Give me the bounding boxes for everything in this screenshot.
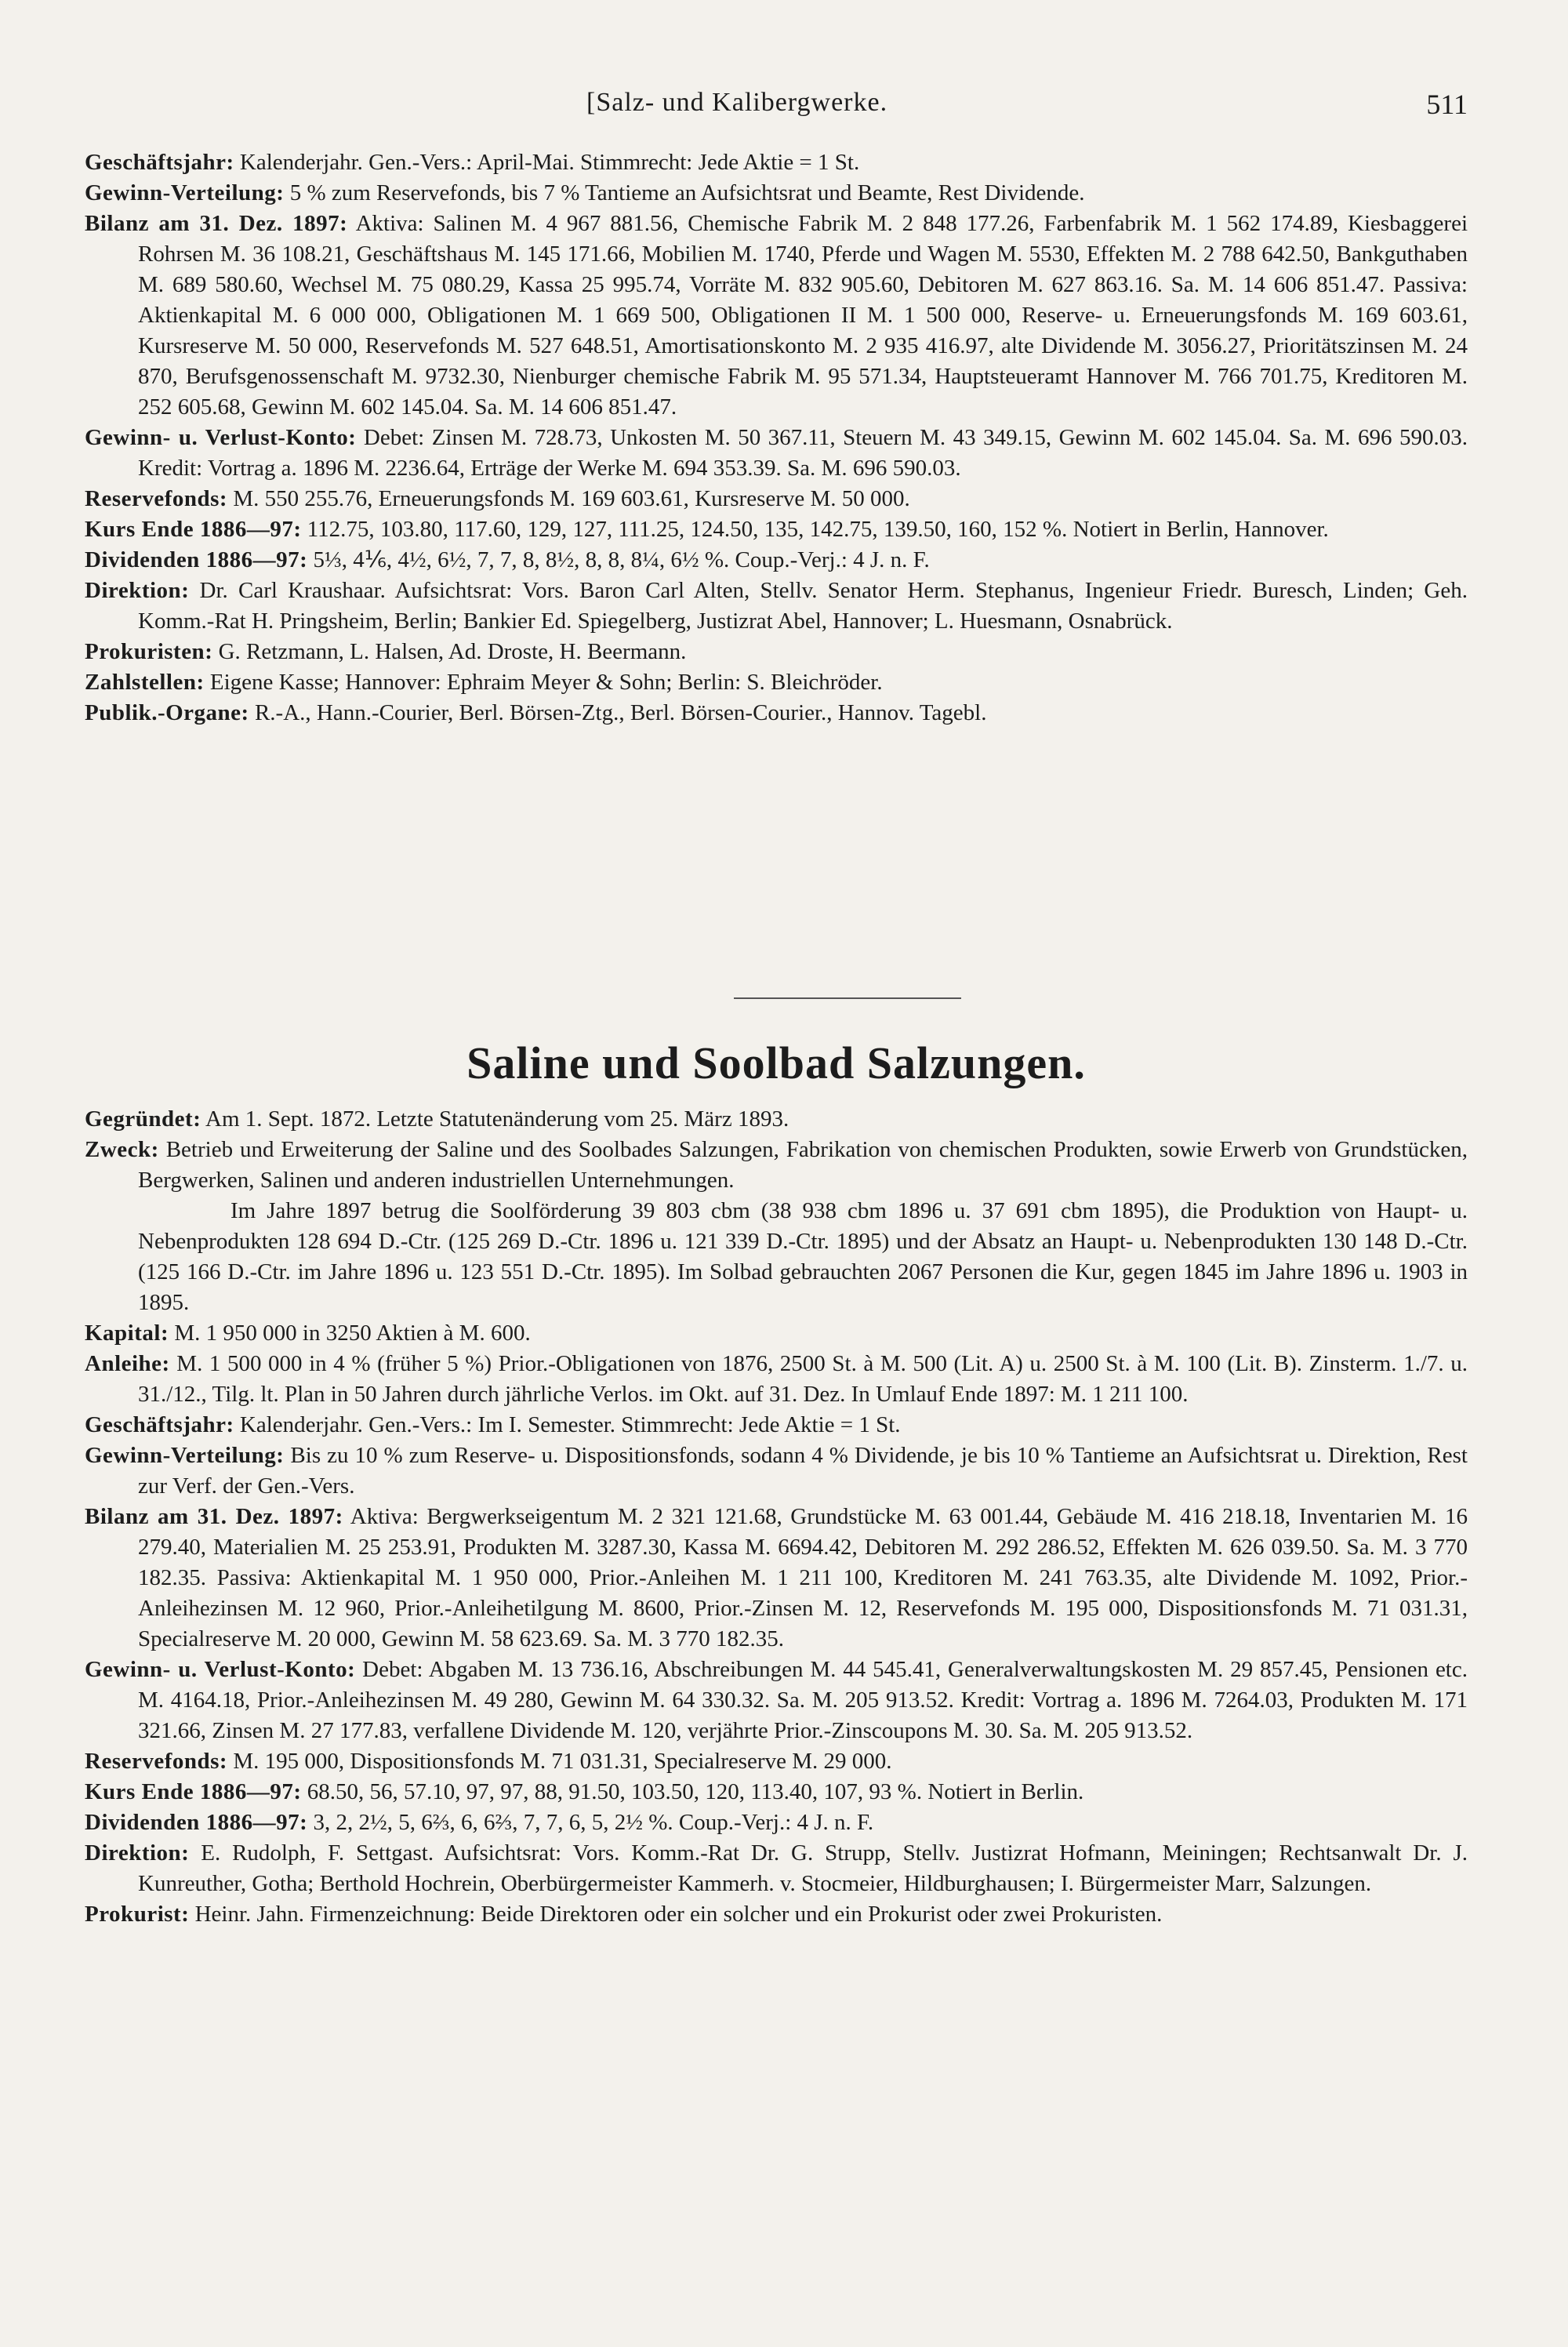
company-entry-previous bbox=[85, 147, 1468, 728]
entry-zahlstellen: Zahlstellen: Eigene Kasse; Hannover: Ephraim Meyer & Sohn; Berlin: S. Bleichröder. bbox=[85, 670, 883, 695]
entry-reservefonds-2: Reservefonds: M. 195 000, Dispositionsfonds M. 71 031.31, Specialreserve M. 29 000. bbox=[85, 1749, 892, 1774]
running-header bbox=[85, 88, 1468, 127]
entry-geschaeftsjahr: Geschäftsjahr: Kalenderjahr. Gen.-Vers.: April-Mai. Stimmrecht: Jede Aktie = 1 St. bbox=[85, 150, 860, 175]
entry-gewinn-verteilung-2: Gewinn-Verteilung: Bis zu 10 % zum Reserve- u. Dispositionsfonds, sodann 4 % Dividende, je bis 10 % Tantieme an Aufsichtsrat u. Direktion, Rest zur Verf. der Gen.-Vers. bbox=[85, 1443, 1468, 1499]
entry-prokuristen: Prokuristen: G. Retzmann, L. Halsen, Ad. Droste, H. Beermann. bbox=[85, 639, 687, 664]
company-title: Saline und Soolbad Salzungen. bbox=[466, 1037, 1086, 1088]
entry-kurs-2: Kurs Ende 1886—97: 68.50, 56, 57.10, 97, 97, 88, 91.50, 103.50, 120, 113.40, 107, 93 %. Notiert in Berlin. bbox=[85, 1779, 1084, 1804]
entry-zweck: Zweck: Betrieb und Erweiterung der Saline und des Soolbades Salzungen, Fabrikation von chemischen Produkten, sowie Erwerb von Grundstücken, Bergwerken, Salinen und anderen industriellen Unternehmungen. bbox=[85, 1137, 1468, 1193]
entry-kurs: Kurs Ende 1886—97: 112.75, 103.80, 117.60, 129, 127, 111.25, 124.50, 135, 142.75, 139.50, 160, 152 %. Notiert in Berlin, Hannover. bbox=[85, 517, 1329, 542]
company-entry-salzungen bbox=[85, 1104, 1468, 1930]
entry-gewinn-verteilung: Gewinn-Verteilung: 5 % zum Reservefonds, bis 7 % Tantieme an Aufsichtsrat und Beamte, Rest Dividende. bbox=[85, 180, 1085, 205]
entry-prokurist: Prokurist: Heinr. Jahn. Firmenzeichnung: Beide Direktoren oder ein solcher und ein Prokurist oder zwei Prokuristen. bbox=[85, 1902, 1163, 1927]
entry-bilanz-2: Bilanz am 31. Dez. 1897: Aktiva: Bergwerkseigentum M. 2 321 121.68, Grundstücke M. 63 001.44, Gebäude M. 416 218.18, Inventarien M. 16 279.40, Materialien M. 25 253.91, Produkten M. 3287.30, Kassa M. 6694.42, Debitoren M. 292 286.52, Effekten M. 626 039.50. Sa. M. 3 770 182.35. Passiva: Aktienkapital M. 1 950 000, Prior.-Anleihen M. 1 211 100, Kreditoren M. 241 763.35, alte Dividende M. 1092, Prior.-Anleihezinsen M. 12 960, Prior.-Anleihetilgung M. 8600, Prior.-Zinsen M. 12, Reservefonds M. 195 000, Dispositionsfonds M. 71 031.31, Specialreserve M. 20 000, Gewinn M. 58 623.69. Sa. M. 3 770 182.35. bbox=[85, 1504, 1468, 1651]
entry-dividenden: Dividenden 1886—97: 5⅓, 4⅙, 4½, 6½, 7, 7, 8, 8½, 8, 8, 8¼, 6½ %. Coup.-Verj.: 4 J. n. F. bbox=[85, 547, 930, 572]
entry-bilanz: Bilanz am 31. Dez. 1897: Aktiva: Salinen M. 4 967 881.56, Chemische Fabrik M. 2 848 177.26, Farbenfabrik M. 1 562 174.89, Kiesbaggerei Rohrsen M. 36 108.21, Geschäftshaus M. 145 171.66, Mobilien M. 1740, Pferde und Wagen M. 5530, Effekten M. 2 788 642.50, Bankguthaben M. 689 580.60, Wechsel M. 75 080.29, Kassa 25 995.74, Vorräte M. 832 905.60, Debitoren M. 627 863.16. Sa. M. 14 606 851.47. Passiva: Aktienkapital M. 6 000 000, Obligationen M. 1 669 500, Obligationen II M. 1 500 000, Reserve- u. Erneuerungsfonds M. 169 603.61, Kursreserve M. 50 000, Reservefonds M. 527 648.51, Amortisationskonto M. 2 935 416.97, alte Dividende M. 3056.27, Prioritätszinsen M. 24 870, Berufsgenossenschaft M. 9732.30, Nienburger chemische Fabrik M. 95 571.34, Hauptsteueramt Hannover M. 766 701.75, Kreditoren M. 252 605.68, Gewinn M. 602 145.04. Sa. M. 14 606 851.47. bbox=[85, 211, 1468, 420]
section-divider bbox=[734, 997, 961, 999]
entry-direktion-2: Direktion: E. Rudolph, F. Settgast. Aufsichtsrat: Vors. Komm.-Rat Dr. G. Strupp, Stellv. Justizrat Hofmann, Meiningen; Rechtsanwalt Dr. J. Kunreuther, Gotha; Berthold Hochrein, Oberbürgermeister Kammerh. v. Stocmeier, Hildburghausen; I. Bürgermeister Marr, Salzungen. bbox=[85, 1840, 1468, 1896]
entry-gegruendet: Gegründet: Am 1. Sept. 1872. Letzte Statutenänderung vom 25. März 1893. bbox=[85, 1106, 789, 1132]
entry-reservefonds: Reservefonds: M. 550 255.76, Erneuerungsfonds M. 169 603.61, Kursreserve M. 50 000. bbox=[85, 486, 910, 511]
entry-publik-organe: Publik.-Organe: R.-A., Hann.-Courier, Berl. Börsen-Ztg., Berl. Börsen-Courier., Hannov. Tagebl. bbox=[85, 700, 987, 725]
running-title: [Salz- und Kalibergwerke. bbox=[586, 88, 888, 117]
entry-gewinn-verlust-konto-2: Gewinn- u. Verlust-Konto: Debet: Abgaben M. 13 736.16, Abschreibungen M. 44 545.41, Generalverwaltungskosten M. 29 857.45, Pensionen etc. M. 4164.18, Prior.-Anleihezinsen M. 49 280, Gewinn M. 64 330.32. Sa. M. 205 913.52. Kredit: Vortrag a. 1896 M. 7264.03, Produkten M. 171 321.66, Zinsen M. 27 177.83, verfallene Dividende M. 120, verjährte Prior.-Zinscoupons M. 30. Sa. M. 205 913.52. bbox=[85, 1657, 1468, 1743]
entry-geschaeftsjahr-2: Geschäftsjahr: Kalenderjahr. Gen.-Vers.: Im I. Semester. Stimmrecht: Jede Aktie = 1 St. bbox=[85, 1412, 901, 1437]
entry-betriebsbericht: Im Jahre 1897 betrug die Soolförderung 39 803 cbm (38 938 cbm 1896 u. 37 691 cbm 1895), die Produktion von Haupt- u. Nebenprodukten 128 694 D.-Ctr. (125 269 D.-Ctr. 1896 u. 121 339 D.-Ctr. 1895) und der Absatz an Haupt- u. Nebenprodukten 130 148 D.-Ctr. (125 166 D.-Ctr. im Jahre 1896 u. 123 551 D.-Ctr. 1895). Im Solbad gebrauchten 2067 Personen die Kur, gegen 1845 im Jahre 1896 u. 1903 in 1895. bbox=[138, 1198, 1468, 1315]
entry-direktion: Direktion: Dr. Carl Kraushaar. Aufsichtsrat: Vors. Baron Carl Alten, Stellv. Senator Herm. Stephanus, Ingenieur Friedr. Buresch, Linden; Geh. Komm.-Rat H. Pringsheim, Berlin; Bankier Ed. Spiegelberg, Justizrat Abel, Hannover; L. Huesmann, Osnabrück. bbox=[85, 578, 1468, 634]
entry-dividenden-2: Dividenden 1886—97: 3, 2, 2½, 5, 6⅔, 6, 6⅔, 7, 7, 6, 5, 2½ %. Coup.-Verj.: 4 J. n. F. bbox=[85, 1810, 874, 1835]
entry-gewinn-verlust-konto: Gewinn- u. Verlust-Konto: Debet: Zinsen M. 728.73, Unkosten M. 50 367.11, Steuern M. 43 349.15, Gewinn M. 602 145.04. Sa. M. 696 590.03. Kredit: Vortrag a. 1896 M. 2236.64, Erträge der Werke M. 694 353.39. Sa. M. 696 590.03. bbox=[85, 425, 1468, 481]
entry-kapital: Kapital: M. 1 950 000 in 3250 Aktien à M. 600. bbox=[85, 1321, 531, 1346]
entry-anleihe: Anleihe: M. 1 500 000 in 4 % (früher 5 %) Prior.-Obligationen von 1876, 2500 St. à M. 500 (Lit. A) u. 2500 St. à M. 100 (Lit. B). Zinsterm. 1./7. u. 31./12., Tilg. lt. Plan in 50 Jahren durch jährliche Verlos. im Okt. auf 31. Dez. In Umlauf Ende 1897: M. 1 211 100. bbox=[85, 1351, 1468, 1407]
page-number: 511 bbox=[1426, 89, 1468, 120]
